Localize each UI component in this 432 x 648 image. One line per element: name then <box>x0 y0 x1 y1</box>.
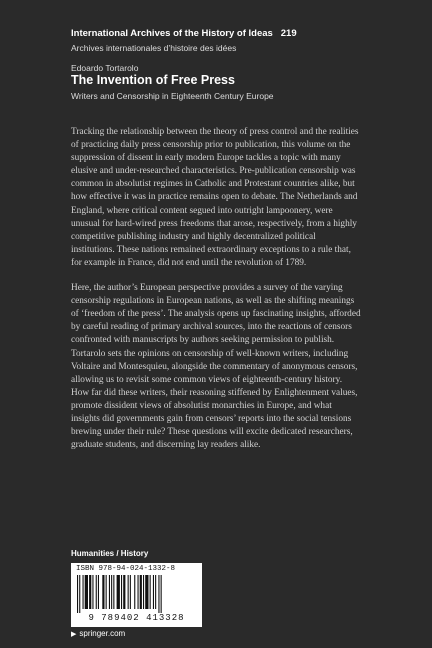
isbn-barcode <box>71 563 202 627</box>
arrow-right-icon: ▶ <box>71 631 77 638</box>
barcode-bar <box>130 575 131 609</box>
publisher-url: springer.com <box>79 629 126 638</box>
barcode-bar <box>158 575 159 613</box>
barcode-bar <box>153 575 154 609</box>
barcode-bar <box>128 575 129 609</box>
barcode-bar <box>109 575 110 609</box>
series-title: International Archives of the History of Ideas 219 <box>71 28 297 39</box>
barcode-bar <box>121 575 122 609</box>
barcode-bar <box>77 575 78 613</box>
barcode-bar <box>138 575 139 609</box>
barcode-bar <box>96 575 97 609</box>
barcode-bar <box>155 575 156 609</box>
barcode-bar <box>140 575 142 609</box>
book-title: The Invention of Free Press <box>71 73 235 87</box>
barcode-bar <box>92 575 93 609</box>
isbn-label: ISBN 978-94-024-1332-8 <box>76 565 176 573</box>
book-description <box>71 126 361 464</box>
description-paragraph: Here, the author’s European perspective provides a survey of the varying censorship regulations in European nations, as well as the shifting meanings of ‘freedom of the press’. The analysis opens up fascinating insights, afforded by careful reading of primary archival sources, into the reactions of censors confronted with manuscripts by authors seeking permission to publish. Tortarolo sets the opinions on censorship of well-known writers, including Voltaire and Montesquieu, alongside the commentary of anonymous censors, allowing us to revisit some common views of eighteenth-century history. How far did these writers, their reasoning stiffened by Enlightenment values, promote dissident views of absolutist monarchies in Europe, and what insights did governments gain from censors’ reports into the social tensions brewing under their rule? These questions will excite dedicated researchers, graduate students, and discerning lay readers alike. <box>71 283 361 451</box>
barcode-bar <box>134 575 135 609</box>
barcode-bar <box>117 575 120 609</box>
barcode-bar <box>123 575 125 609</box>
publisher-link[interactable] <box>71 629 125 638</box>
barcode-bar <box>102 575 104 609</box>
barcode-bar <box>85 575 88 609</box>
barcode-bar <box>161 575 162 613</box>
barcode-bar <box>106 575 107 609</box>
barcode-graphic <box>77 575 196 613</box>
subject-category: Humanities / History <box>71 549 149 558</box>
book-subtitle: Writers and Censorship in Eighteenth Century Europe <box>71 91 274 101</box>
barcode-bar <box>83 575 84 609</box>
author-name: Edoardo Tortarolo <box>71 63 139 73</box>
barcode-bar <box>113 575 114 609</box>
barcode-bar <box>150 575 151 609</box>
barcode-bar <box>143 575 144 609</box>
barcode-bar <box>111 575 112 609</box>
barcode-bar <box>89 575 91 609</box>
barcode-digits: 9 789402 413328 <box>88 613 185 623</box>
description-paragraph: Tracking the relationship between the theory of press control and the realities of practicing daily press censorship prior to publication, this volume on the suppression of dissent in early modern Europe tackles a topic with many elusive and under-researched characteristics. Pre-publication censorship was common in absolutist regimes in Catholic and Protestant countries alike, but how effective it was in practice remains open to debate. The Netherlands and England, where critical content segued into outright lampoonery, were unusual for hard-wired press freedoms that arose, respectively, from a highly competitive publishing industry and highly decentralized political institutions. These nations remained extraordinary exceptions to a rule that, for example in France, did not end until the revolution of 1789. <box>71 127 359 268</box>
barcode-bar <box>145 575 148 609</box>
series-title-french: Archives internationales d’histoire des idées <box>71 43 237 53</box>
barcode-bar <box>98 575 99 609</box>
barcode-bar <box>79 575 80 613</box>
